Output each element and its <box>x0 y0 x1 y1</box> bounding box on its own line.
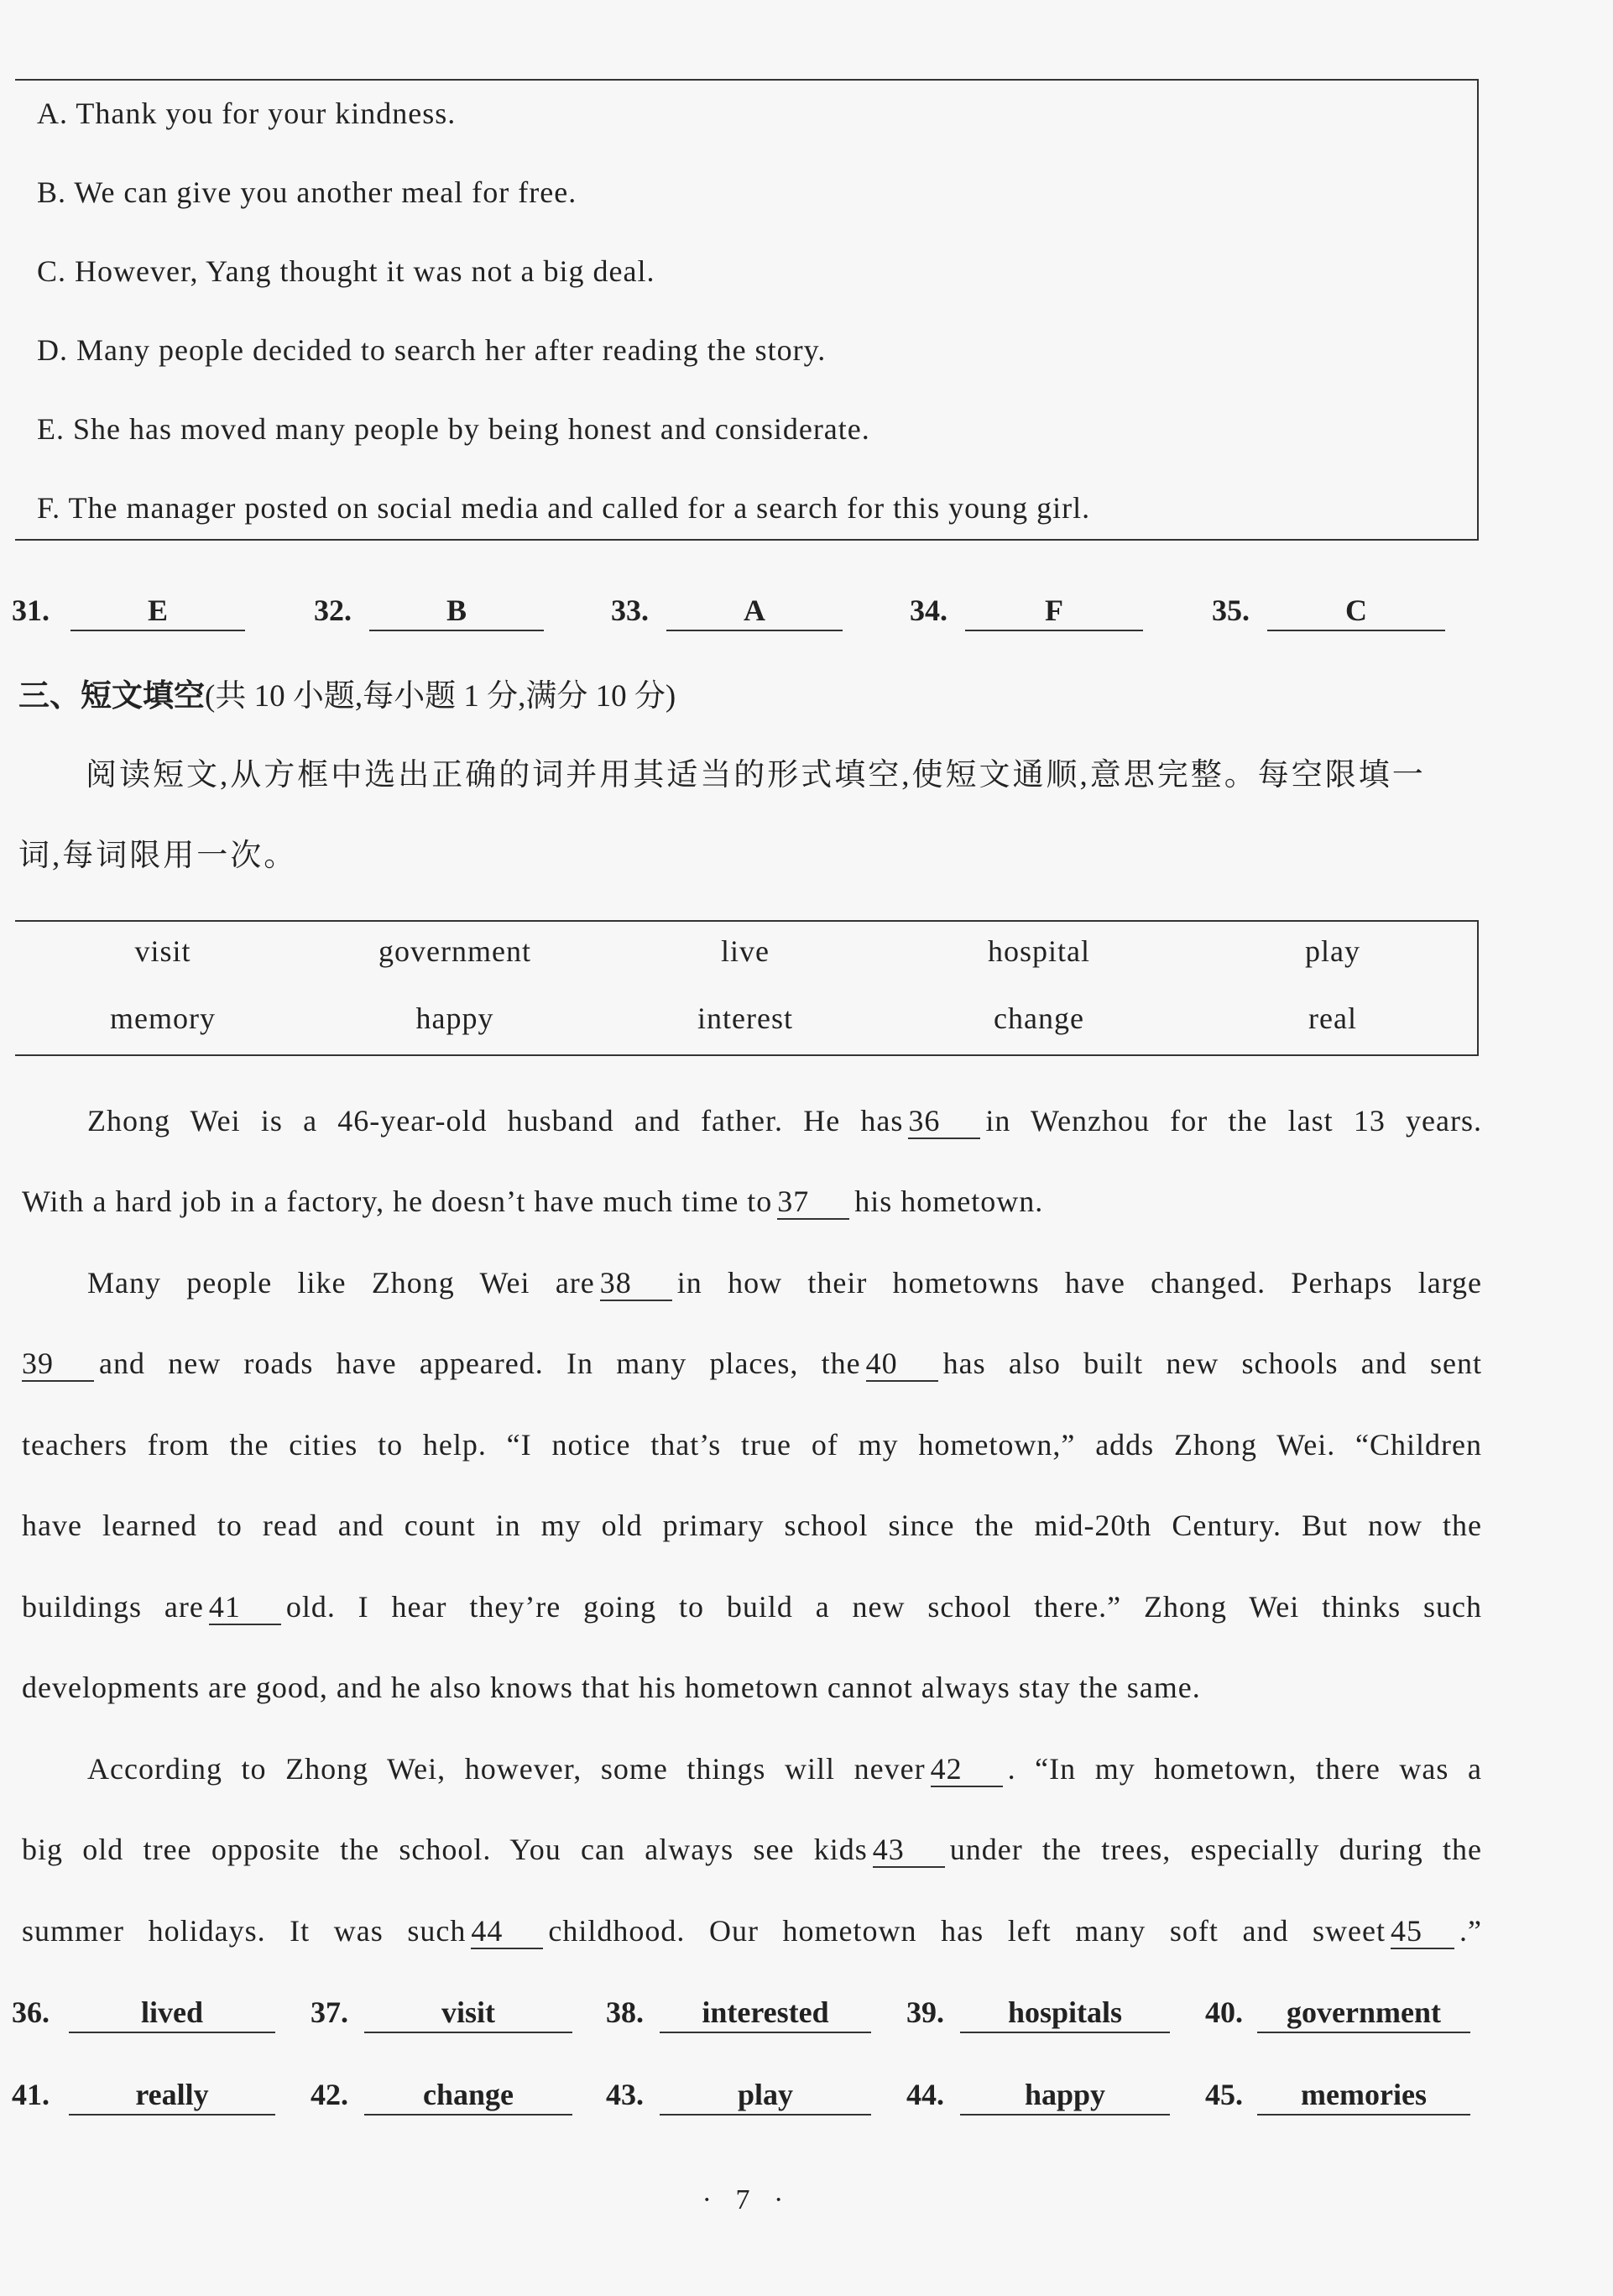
section-title: 短文填空 <box>81 679 205 714</box>
option-a: A. Thank you for your kindness. <box>37 97 457 130</box>
passage-text: under the trees, especially during the <box>949 1833 1482 1866</box>
passage-text: buildings are <box>22 1590 204 1624</box>
answer-number: 43. <box>606 2078 644 2111</box>
passage-text: summer holidays. It was such <box>22 1914 467 1948</box>
blank-37: 37 <box>777 1186 849 1220</box>
answer-blank: government <box>1257 1995 1470 2033</box>
word-bank-item: change <box>994 1002 1084 1035</box>
blank-42: 42 <box>931 1754 1003 1787</box>
option-d: D. Many people decided to search her after reading the story. <box>37 333 827 367</box>
answer-number: 39. <box>906 1995 944 2029</box>
answer-blank: really <box>69 2077 275 2116</box>
passage-text: childhood. Our hometown has left many soft and sweet <box>548 1914 1386 1948</box>
answer-blank: F <box>965 593 1143 631</box>
blank-44: 44 <box>471 1916 543 1949</box>
answer-number: 42. <box>311 2078 348 2111</box>
answer-number: 35. <box>1212 594 1250 627</box>
blank-39: 39 <box>22 1348 94 1382</box>
passage-line <box>87 1103 1482 1139</box>
word-bank-item: visit <box>134 934 191 968</box>
blank-40: 40 <box>866 1348 938 1382</box>
instruction-line-2: 词,每词限用一次。 <box>18 839 298 873</box>
passage-text: in how their hometowns have changed. Perhaps large <box>676 1266 1482 1300</box>
word-bank-box <box>15 920 1479 1056</box>
answer-blank: memories <box>1257 2077 1470 2116</box>
answer-number: 36. <box>12 1995 50 2029</box>
word-bank-item: interest <box>697 1002 793 1035</box>
passage-line: have learned to read and count in my old primary school since the mid-20th Century. But now the <box>22 1509 1482 1542</box>
passage-text: With a hard job in a factory, he doesn’t have much time to <box>22 1185 773 1218</box>
word-bank-item: memory <box>110 1002 216 1035</box>
answer-number: 33. <box>611 594 649 627</box>
blank-36: 36 <box>908 1106 980 1139</box>
passage-line: teachers from the cities to help. “I notice that’s true of my hometown,” adds Zhong Wei. “Children <box>22 1428 1482 1462</box>
blank-41: 41 <box>209 1592 281 1625</box>
answer-blank: B <box>369 593 544 631</box>
passage-text: and new roads have appeared. In many places, the <box>99 1347 861 1380</box>
answer-blank: play <box>660 2077 871 2116</box>
answer-blank: happy <box>960 2077 1170 2116</box>
answer-blank: lived <box>69 1995 275 2033</box>
passage-text: .” <box>1459 1914 1483 1948</box>
answer-number: 37. <box>311 1995 348 2029</box>
passage-line <box>87 1751 1482 1787</box>
passage-text: . “In my hometown, there was a <box>1007 1752 1482 1786</box>
answer-blank: C <box>1267 593 1445 631</box>
passage-text: Zhong Wei is a 46-year-old husband and father. He has <box>87 1104 904 1138</box>
option-b: B. We can give you another meal for free. <box>37 175 577 209</box>
answer-number: 32. <box>314 594 352 627</box>
options-box <box>15 79 1479 541</box>
answer-number: 34. <box>910 594 947 627</box>
answer-blank: visit <box>364 1995 572 2033</box>
passage-text: Many people like Zhong Wei are <box>87 1266 595 1300</box>
answer-blank: change <box>364 2077 572 2116</box>
passage-text: big old tree opposite the school. You can always see kids <box>22 1833 868 1866</box>
section-info: (共 10 小题,每小题 1 分,满分 10 分) <box>205 679 676 714</box>
passage-text: his hometown. <box>854 1185 1044 1218</box>
passage-line <box>22 1832 1482 1868</box>
passage-line <box>22 1913 1482 1949</box>
passage-line <box>87 1265 1482 1301</box>
answer-blank: E <box>70 593 245 631</box>
section-number: 三、 <box>18 679 81 714</box>
answer-blank: A <box>666 593 843 631</box>
blank-45: 45 <box>1391 1916 1454 1949</box>
answer-number: 44. <box>906 2078 944 2111</box>
passage-line <box>22 1184 1482 1220</box>
passage-line: developments are good, and he also knows that his hometown cannot always stay the same. <box>22 1671 1201 1704</box>
passage-line <box>22 1589 1482 1625</box>
answer-number: 45. <box>1205 2078 1243 2111</box>
answers-36-40 <box>0 1995 1613 2045</box>
option-c: C. However, Yang thought it was not a big deal. <box>37 254 655 288</box>
blank-43: 43 <box>873 1834 945 1868</box>
word-bank-item: play <box>1305 934 1360 968</box>
word-bank-item: happy <box>415 1002 494 1035</box>
answers-31-35 <box>0 593 1613 643</box>
blank-38: 38 <box>600 1268 672 1301</box>
word-bank-item: government <box>378 934 531 968</box>
section-heading <box>18 670 676 715</box>
word-bank-item: live <box>721 934 770 968</box>
word-bank-item: real <box>1308 1002 1357 1035</box>
instruction-line-1: 阅读短文,从方框中选出正确的词并用其适当的形式填空,使短文通顺,意思完整。每空限填一 <box>86 758 1426 792</box>
answers-41-45 <box>0 2077 1613 2127</box>
answer-number: 31. <box>12 594 50 627</box>
passage-text: old. I hear they’re going to build a new school there.” Zhong Wei thinks such <box>285 1590 1482 1624</box>
option-e: E. She has moved many people by being honest and considerate. <box>37 412 870 446</box>
word-bank-item: hospital <box>988 934 1090 968</box>
passage-line <box>22 1346 1482 1382</box>
answer-blank: interested <box>660 1995 871 2033</box>
option-f: F. The manager posted on social media and called for a search for this young girl. <box>37 491 1091 525</box>
passage-text: According to Zhong Wei, however, some things will never <box>87 1752 926 1786</box>
passage-text: in Wenzhou for the last 13 years. <box>985 1104 1482 1138</box>
page-number: · 7 · <box>702 2184 792 2215</box>
passage-text: has also built new schools and sent <box>942 1347 1483 1380</box>
answer-number: 41. <box>12 2078 50 2111</box>
answer-number: 40. <box>1205 1995 1243 2029</box>
answer-number: 38. <box>606 1995 644 2029</box>
answer-blank: hospitals <box>960 1995 1170 2033</box>
